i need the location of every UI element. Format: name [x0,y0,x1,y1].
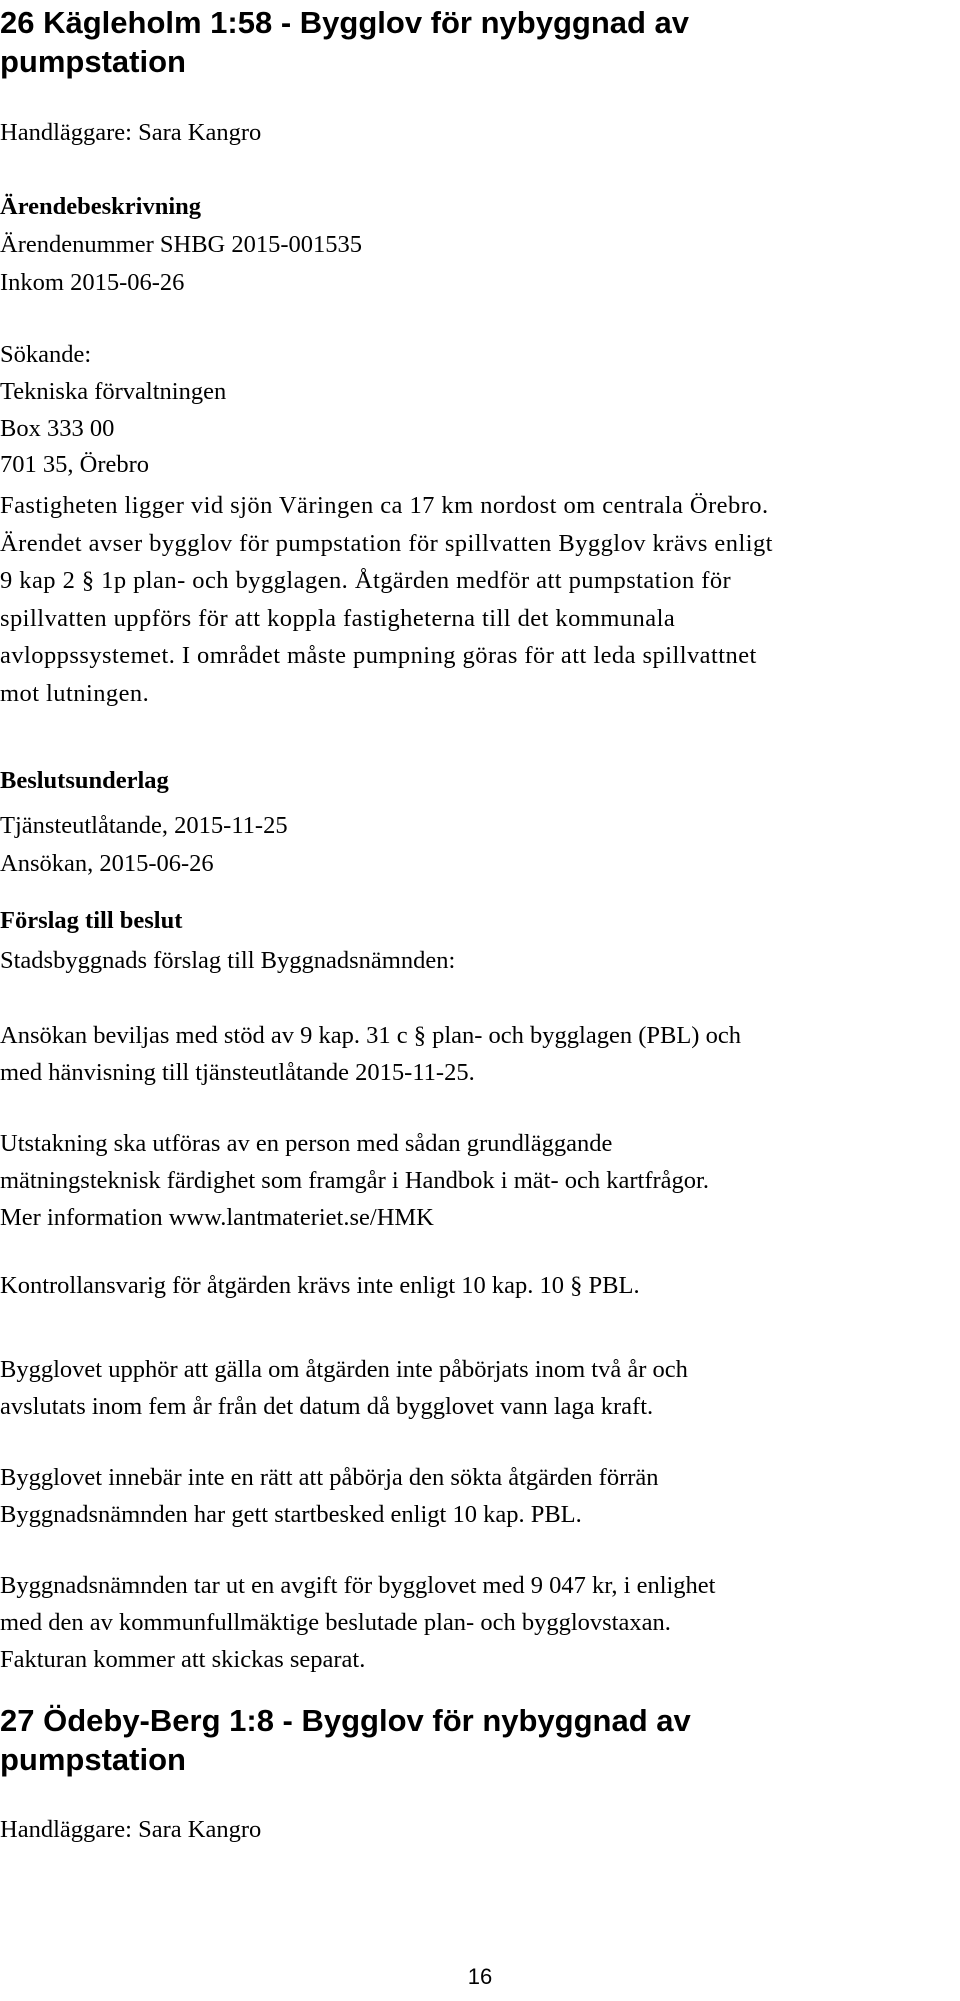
description-line: 9 kap 2 § 1p plan- och bygglagen. Åtgärden medför att pumpstation för [0,567,732,594]
item-26-handlaggare: Handläggare: Sara Kangro [0,119,262,146]
decision-paragraph [0,1125,958,1236]
description-line: avloppssystemet. I området måste pumpning göras för att leda spillvattnet [0,642,757,669]
decision-line: Kontrollansvarig för åtgärden krävs inte enligt 10 kap. 10 § PBL. [0,1272,640,1299]
decision-line: Byggnadsnämnden har gett startbesked enligt 10 kap. PBL. [0,1501,582,1528]
item-27-heading-line-2: pumpstation [0,1742,186,1777]
decision-line: Ansökan beviljas med stöd av 9 kap. 31 c § plan- och bygglagen (PBL) och [0,1022,741,1049]
item-27-heading-line-1: 27 Ödeby-Berg 1:8 - Bygglov för nybyggnad av [0,1703,691,1738]
decision-paragraph [0,1017,958,1091]
beslutsunderlag-heading: Beslutsunderlag [0,767,169,794]
item-26-heading [0,3,950,81]
item-27-heading [0,1701,950,1779]
decision-line: Utstakning ska utföras av en person med sådan grundläggande [0,1130,613,1157]
decision-line: Bygglovet innebär inte en rätt att påbörja den sökta åtgärden förrän [0,1464,659,1491]
description-line: Ärendet avser bygglov för pumpstation för spillvatten Bygglov krävs enligt [0,529,773,557]
decision-line: mätningsteknisk färdighet som framgår i Handbok i mät- och kartfrågor. [0,1167,709,1194]
decision-line: Bygglovet upphör att gälla om åtgärden inte påbörjats inom två år och [0,1356,688,1383]
page-number: 16 [467,1964,493,1989]
decision-paragraph [0,1351,958,1425]
decision-paragraph [0,1459,958,1533]
item-26-heading-line-1: 26 Kägleholm 1:58 - Bygglov för nybyggnad av [0,5,690,40]
decision-line: avslutats inom fem år från det datum då bygglovet vann laga kraft. [0,1393,654,1420]
forslag-heading: Förslag till beslut [0,907,183,934]
decision-line: Fakturan kommer att skickas separat. [0,1646,366,1673]
arendebeskrivning-heading: Ärendebeskrivning [0,193,202,220]
decision-paragraph [0,1567,958,1678]
forslag-intro: Stadsbyggnads förslag till Byggnadsnämnden: [0,947,456,974]
sokande-name: Tekniska förvaltningen [0,378,227,405]
inkom-date: Inkom 2015-06-26 [0,269,185,296]
decision-paragraph [0,1267,958,1304]
decision-line: Mer information www.lantmateriet.se/HMK [0,1204,434,1231]
item-26-heading-line-2: pumpstation [0,44,186,79]
description-line: Fastigheten ligger vid sjön Väringen ca 17 km nordost om centrala Örebro. [0,492,769,519]
decision-line: med hänvisning till tjänsteutlåtande 2015-11-25. [0,1059,475,1086]
beslutsunderlag-item: Ansökan, 2015-06-26 [0,850,214,877]
item-27-handlaggare: Handläggare: Sara Kangro [0,1816,262,1843]
arendenummer: Ärendenummer SHBG 2015-001535 [0,231,363,258]
arende-description [0,487,958,712]
sokande-city: 701 35, Örebro [0,451,150,478]
description-line: mot lutningen. [0,679,150,707]
decision-line: med den av kommunfullmäktige beslutade plan- och bygglovstaxan. [0,1609,671,1636]
sokande-label: Sökande: [0,341,92,368]
description-line: spillvatten uppförs för att koppla fastigheterna till det kommunala [0,604,676,632]
sokande-box: Box 333 00 [0,415,115,442]
beslutsunderlag-item: Tjänsteutlåtande, 2015-11-25 [0,812,288,839]
decision-line: Byggnadsnämnden tar ut en avgift för bygglovet med 9 047 kr, i enlighet [0,1572,716,1599]
